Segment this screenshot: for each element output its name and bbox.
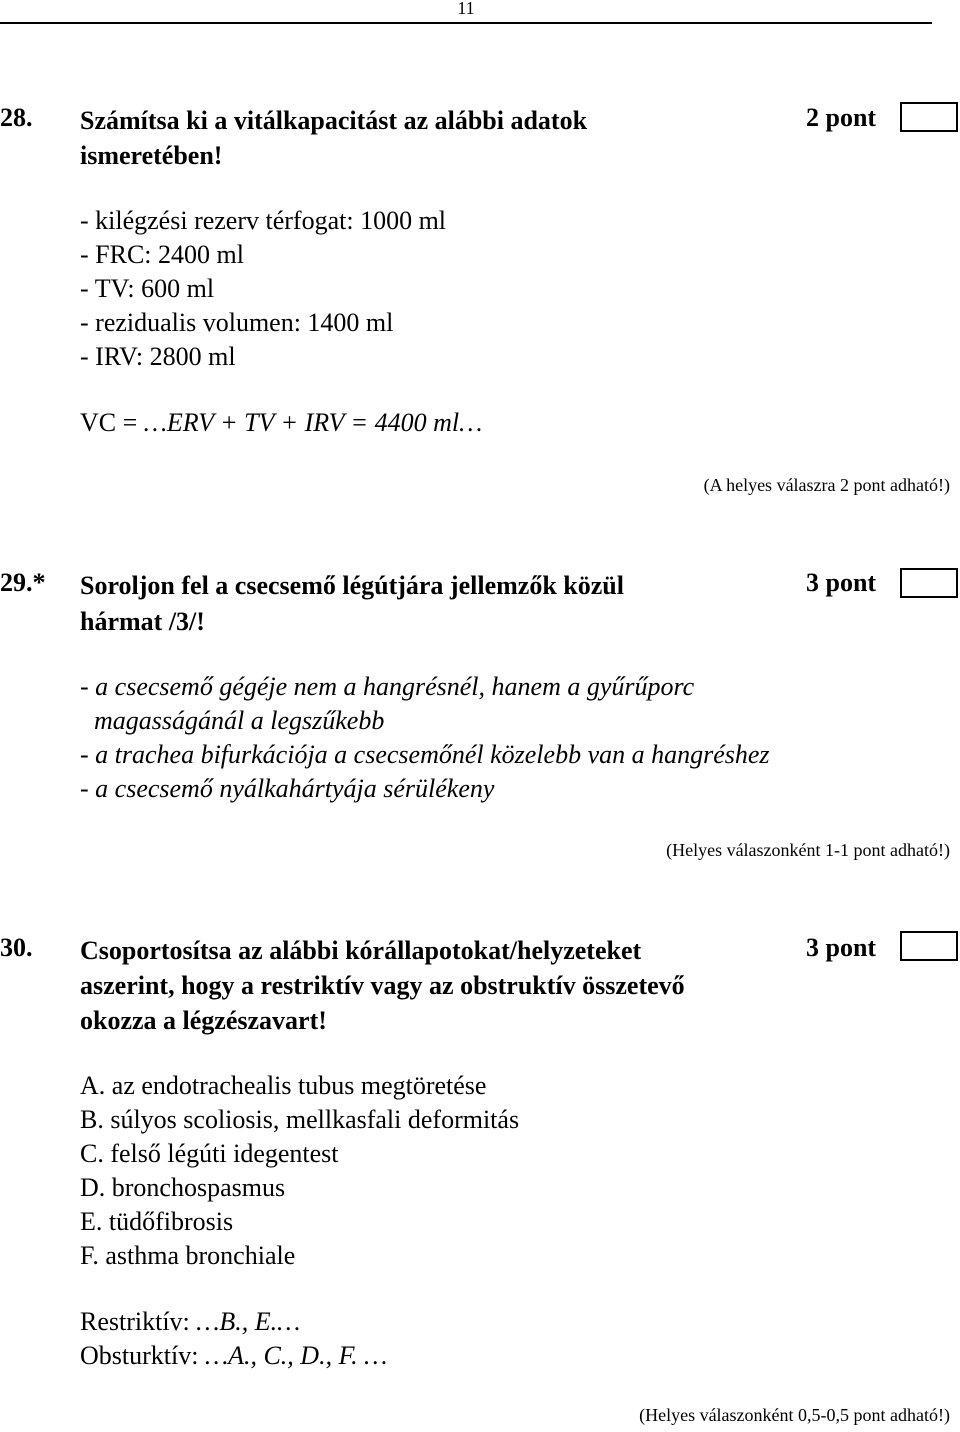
points-label: 3 pont <box>806 568 877 597</box>
restrictive-answer-line <box>80 1305 300 1339</box>
question-text-line-1: Soroljon fel a csecsemő légútjára jellemzők közül <box>80 571 624 600</box>
scoring-note: (Helyes válaszonként 0,5-0,5 pont adható!) <box>639 1405 950 1425</box>
question-text-line-1: Csoportosítsa az alábbi kórállapotokat/helyzeteket <box>80 936 642 965</box>
option-item: C. felső légúti idegentest <box>80 1139 339 1168</box>
scoring-note: (A helyes válaszra 2 pont adható!) <box>703 475 950 495</box>
question-text-line-3: okozza a légzészavart! <box>80 1006 327 1035</box>
data-item: - TV: 600 ml <box>80 274 215 303</box>
obstructive-label: Obsturktív: <box>80 1341 205 1370</box>
data-item: - IRV: 2800 ml <box>80 342 236 371</box>
obstructive-answer: …A., C., D., F. … <box>204 1341 388 1370</box>
question-number: 30. <box>0 933 33 962</box>
scoring-note: (Helyes válaszonként 1-1 pont adható!) <box>666 840 950 860</box>
answer-prefix: VC = <box>80 408 144 437</box>
restrictive-label: Restriktív: <box>80 1307 197 1336</box>
question-text-line-1: Számítsa ki a vitálkapacitást az alábbi adatok <box>80 106 588 135</box>
option-item: A. az endotrachealis tubus megtöretése <box>80 1071 487 1100</box>
question-number: 28. <box>0 103 33 132</box>
score-box[interactable] <box>900 102 958 132</box>
option-item: F. asthma bronchiale <box>80 1241 296 1270</box>
score-box[interactable] <box>900 568 958 598</box>
option-list <box>80 1069 519 1273</box>
option-item: B. súlyos scoliosis, mellkasfali deformitás <box>80 1105 520 1134</box>
header-rule <box>0 22 932 24</box>
answer-item: - a csecsemő gégéje nem a hangrésnél, hanem a gyűrűporc <box>80 672 695 701</box>
answer-item-continuation: magasságánál a legszűkebb <box>94 706 385 735</box>
question-text-line-2: ismeretében! <box>80 141 223 170</box>
restrictive-answer: …B., E.… <box>196 1307 301 1336</box>
answer-list <box>80 670 770 806</box>
data-item: - kilégzési rezerv térfogat: 1000 ml <box>80 206 447 235</box>
answer-text: …ERV + TV + IRV = 4400 ml… <box>143 408 483 437</box>
option-item: E. tüdőfibrosis <box>80 1207 234 1236</box>
answer-line <box>80 406 482 440</box>
answer-item: - a trachea bifurkációja a csecsemőnél közelebb van a hangréshez <box>80 740 770 769</box>
points-label: 3 pont <box>806 933 877 962</box>
points-label: 2 pont <box>806 103 877 132</box>
obstructive-answer-line <box>80 1339 387 1373</box>
option-item: D. bronchospasmus <box>80 1173 286 1202</box>
question-text-line-2: aszerint, hogy a restriktív vagy az obstruktív összetevő <box>80 971 685 1000</box>
score-box[interactable] <box>900 931 958 961</box>
data-item: - FRC: 2400 ml <box>80 240 244 269</box>
question-number: 29.* <box>0 568 46 597</box>
data-list <box>80 204 446 374</box>
data-item: - rezidualis volumen: 1400 ml <box>80 308 394 337</box>
question-text-line-2: hármat /3/! <box>80 607 205 636</box>
answer-item: - a csecsemő nyálkahártyája sérülékeny <box>80 774 495 803</box>
page-number: 11 <box>457 0 475 18</box>
